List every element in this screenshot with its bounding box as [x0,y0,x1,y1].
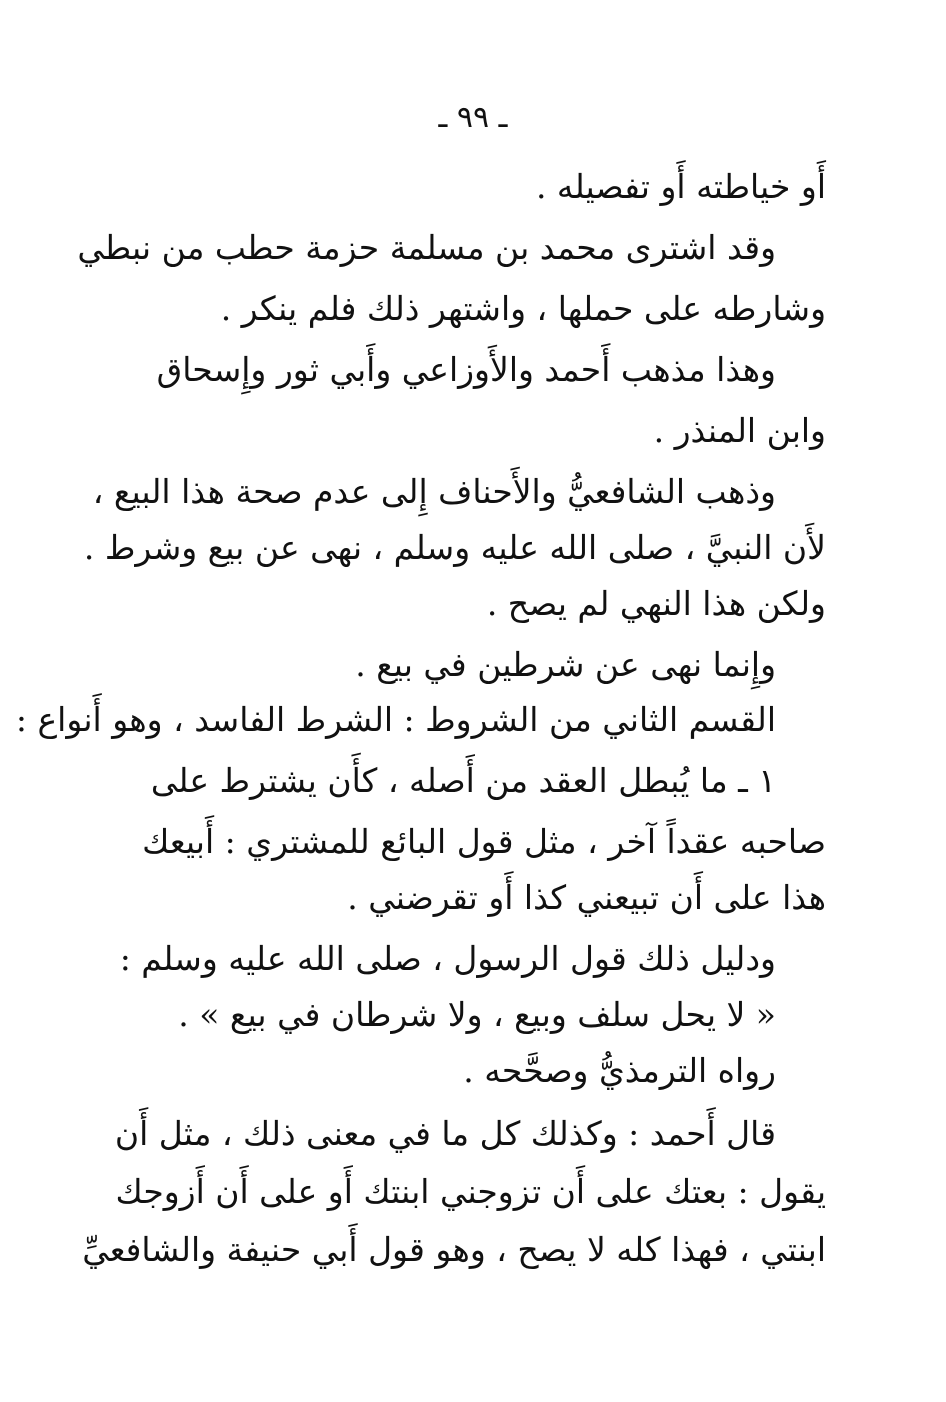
text-line-14: ودليل ذلك قول الرسول ، صلى الله عليه وسلم : [119,939,776,978]
text-line-2: وقد اشترى محمد بن مسلمة حزمة حطب من نبطي [77,228,776,267]
text-line-12: صاحبه عقداً آخر ، مثل قول البائع للمشتري : أَبيعك [142,822,826,861]
text-line-17: قال أَحمد : وكذلك كل ما في معنى ذلك ، مثل أَن [114,1114,776,1153]
text-line-13: هذا على أَن تبيعني كذا أَو تقرضني . [347,878,826,917]
text-line-8: ولكن هذا النهي لم يصح . [486,584,826,623]
text-line-5: وابن المنذر . [653,411,826,450]
text-line-16: رواه الترمذيُّ وصحَّحه . [463,1051,776,1090]
text-line-18: يقول : بعتك على أَن تزوجني ابنتك أَو على أَن أَزوجك [115,1172,826,1211]
text-line-15: « لا يحل سلف وبيع ، ولا شرطان في بيع » . [178,995,776,1034]
text-line-9: وإِنما نهى عن شرطين في بيع . [355,645,776,684]
text-line-4: وهذا مذهب أَحمد والأَوزاعي وأَبي ثور وإِسحاق [156,350,776,389]
text-line-6: وذهب الشافعيُّ والأَحناف إِلى عدم صحة هذا البيع ، [92,472,776,511]
text-line-19: ابنتي ، فهذا كله لا يصح ، وهو قول أَبي حنيفة والشافعيِّ [82,1230,826,1269]
page-number: ـ ٩٩ ـ [438,100,508,135]
text-line-7: لأَن النبيَّ ، صلى الله عليه وسلم ، نهى عن بيع وشرط . [83,528,826,567]
text-line-3: وشارطه على حملها ، واشتهر ذلك فلم ينكر . [220,289,826,328]
text-line-11: ١ ـ ما يُبطل العقد من أَصله ، كأَن يشترط على [150,761,776,800]
text-line-1: أَو خياطته أَو تفصيله . [535,167,826,206]
text-line-10: القسم الثاني من الشروط : الشرط الفاسد ، وهو أَنواع : [15,700,776,739]
